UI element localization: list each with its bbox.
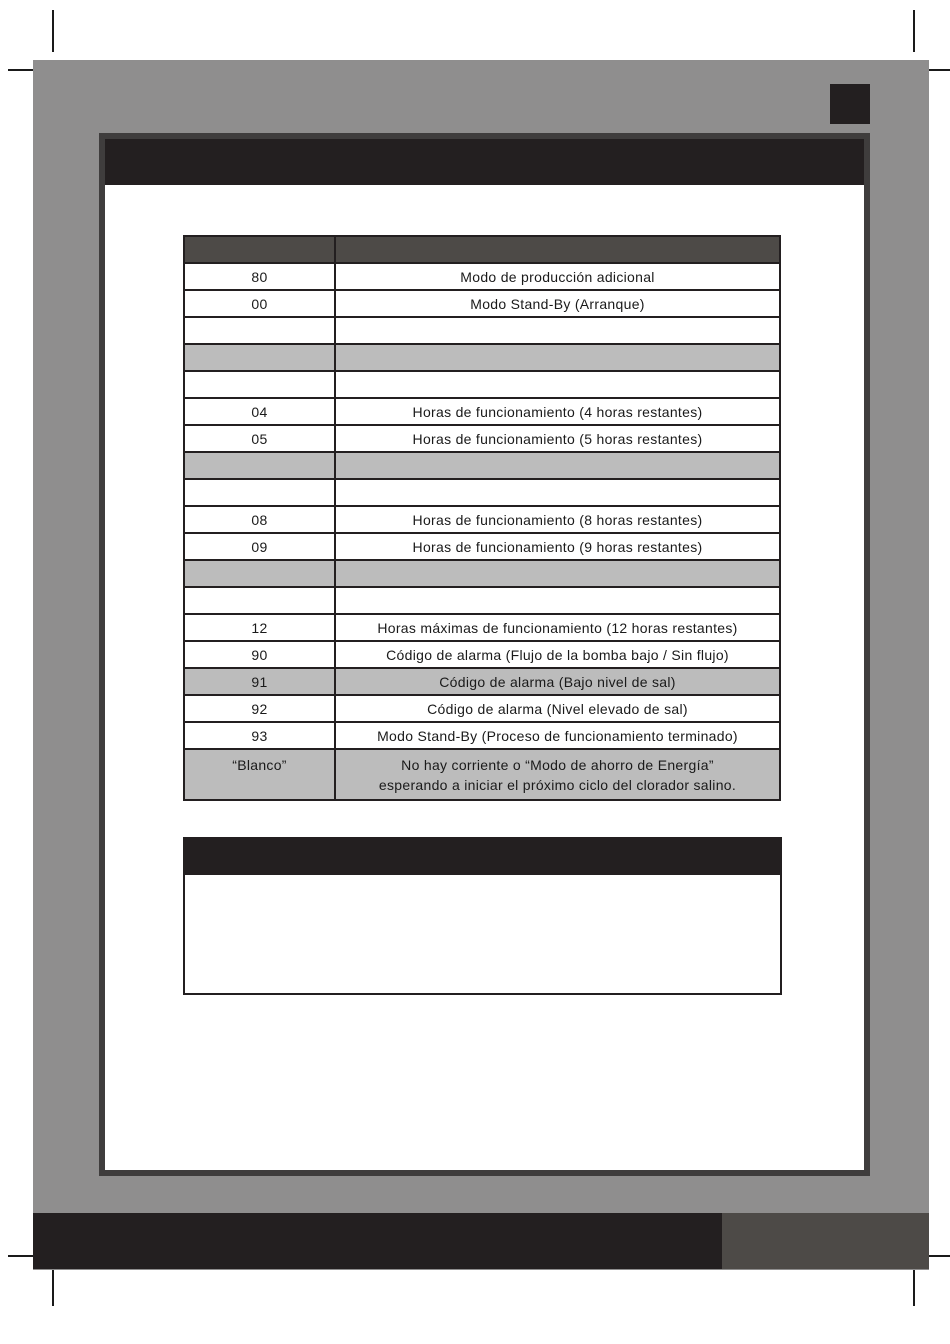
table-row xyxy=(184,560,780,587)
code-cell: 05 xyxy=(184,425,335,452)
table-row xyxy=(184,506,780,533)
table-row xyxy=(184,695,780,722)
table-row xyxy=(184,614,780,641)
code-cell: 92 xyxy=(184,695,335,722)
table-row xyxy=(184,533,780,560)
crop-mark xyxy=(52,10,54,52)
code-cell: 90 xyxy=(184,641,335,668)
description-cell: Modo Stand-By (Proceso de funcionamiento terminado) xyxy=(335,722,780,749)
crop-mark xyxy=(913,1264,915,1306)
description-cell: Horas de funcionamiento (9 horas restantes) xyxy=(335,533,780,560)
table-row xyxy=(184,263,780,290)
section-header-bar xyxy=(105,139,864,185)
code-cell xyxy=(184,317,335,344)
description-cell xyxy=(335,371,780,398)
description-cell xyxy=(335,452,780,479)
crop-mark xyxy=(52,1264,54,1306)
description-line: No hay corriente o “Modo de ahorro de Energía” xyxy=(401,757,714,773)
description-cell xyxy=(335,344,780,371)
code-cell xyxy=(184,560,335,587)
description-cell: Modo de producción adicional xyxy=(335,263,780,290)
description-cell xyxy=(335,749,780,800)
code-cell: “Blanco” xyxy=(184,749,335,800)
code-cell: 12 xyxy=(184,614,335,641)
description-cell: Horas de funcionamiento (5 horas restantes) xyxy=(335,425,780,452)
table-row xyxy=(184,344,780,371)
footer-bar xyxy=(33,1213,722,1269)
description-cell xyxy=(335,317,780,344)
code-cell xyxy=(184,452,335,479)
note-box-header xyxy=(185,839,780,875)
code-cell: 09 xyxy=(184,533,335,560)
table-row xyxy=(184,317,780,344)
table-row xyxy=(184,398,780,425)
description-cell xyxy=(335,587,780,614)
table-row xyxy=(184,479,780,506)
table-row xyxy=(184,290,780,317)
code-cell xyxy=(184,371,335,398)
description-cell: Horas de funcionamiento (4 horas restantes) xyxy=(335,398,780,425)
code-cell xyxy=(184,344,335,371)
page-number-tab xyxy=(830,84,870,124)
description-cell: Horas máximas de funcionamiento (12 horas restantes) xyxy=(335,614,780,641)
description-cell xyxy=(335,560,780,587)
table-header-row xyxy=(184,236,780,263)
description-line: esperando a iniciar el próximo ciclo del clorador salino. xyxy=(378,777,737,793)
description-cell: Código de alarma (Flujo de la bomba bajo / Sin flujo) xyxy=(335,641,780,668)
code-cell: 00 xyxy=(184,290,335,317)
code-cell: 08 xyxy=(184,506,335,533)
table-row xyxy=(184,425,780,452)
table-row xyxy=(184,722,780,749)
table-row xyxy=(184,641,780,668)
table-row xyxy=(184,668,780,695)
code-cell: 93 xyxy=(184,722,335,749)
crop-mark xyxy=(913,10,915,52)
code-cell xyxy=(184,587,335,614)
code-cell: 04 xyxy=(184,398,335,425)
description-column-header xyxy=(335,236,780,263)
table-row xyxy=(184,587,780,614)
footer-page-block xyxy=(722,1213,929,1269)
table-row xyxy=(184,452,780,479)
code-cell: 91 xyxy=(184,668,335,695)
description-cell: Código de alarma (Nivel elevado de sal) xyxy=(335,695,780,722)
note-box xyxy=(183,837,782,995)
description-cell xyxy=(335,479,780,506)
table-row xyxy=(184,749,780,800)
code-cell xyxy=(184,479,335,506)
display-codes-table xyxy=(183,235,781,801)
table-row xyxy=(184,371,780,398)
description-cell: Modo Stand-By (Arranque) xyxy=(335,290,780,317)
code-column-header xyxy=(184,236,335,263)
code-cell: 80 xyxy=(184,263,335,290)
description-cell: Horas de funcionamiento (8 horas restantes) xyxy=(335,506,780,533)
description-cell: Código de alarma (Bajo nivel de sal) xyxy=(335,668,780,695)
